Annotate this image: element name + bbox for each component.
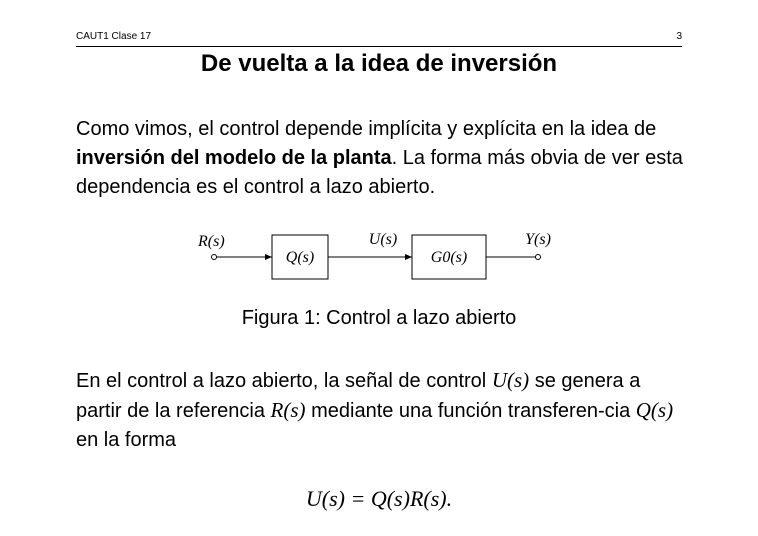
header-course-label: CAUT1 Clase 17 xyxy=(76,31,152,42)
middle-label: U(s) xyxy=(368,231,398,248)
paragraph-intro-bold: inversión del modelo de la planta xyxy=(76,147,392,169)
output-terminal xyxy=(536,255,541,260)
middle-arrow xyxy=(405,254,412,260)
input-arrow xyxy=(265,254,272,260)
math-r: R(s) xyxy=(270,398,306,422)
input-terminal xyxy=(212,255,217,260)
paragraph-intro xyxy=(76,115,686,202)
output-label: Y(s) xyxy=(525,231,551,248)
block-g0-label: G0(s) xyxy=(430,249,468,266)
equation-u-equals-qr xyxy=(76,486,682,512)
block-q-label: Q(s) xyxy=(285,249,315,266)
math-q: Q(s) xyxy=(635,398,674,422)
header-page-number: 3 xyxy=(676,31,682,42)
paragraph-intro-text-2: . La forma más obvia de ver esta dependencia es el control a lazo abierto. xyxy=(76,147,683,198)
open-loop-block-diagram xyxy=(190,222,570,292)
paragraph-open-loop-text-3: mediante una función transferen-cia xyxy=(305,400,636,422)
paragraph-open-loop-text-2: se genera a partir de la referencia xyxy=(76,370,641,422)
paragraph-intro-text-1: Como vimos, el control depende implícita y explícita en la idea de xyxy=(76,118,657,140)
paragraph-open-loop-text-4: en la forma xyxy=(76,429,177,451)
input-label: R(s) xyxy=(198,233,225,250)
paragraph-open-loop-text-1: En el control a lazo abierto, la señal de control xyxy=(76,370,492,392)
page-header xyxy=(76,30,682,47)
figure-caption: Figura 1: Control a lazo abierto xyxy=(241,307,517,329)
paragraph-open-loop xyxy=(76,366,686,455)
math-u: U(s) xyxy=(491,368,530,392)
page-title: De vuelta a la idea de inversión xyxy=(200,50,558,77)
equation-text: U(s) = Q(s)R(s). xyxy=(305,486,453,511)
